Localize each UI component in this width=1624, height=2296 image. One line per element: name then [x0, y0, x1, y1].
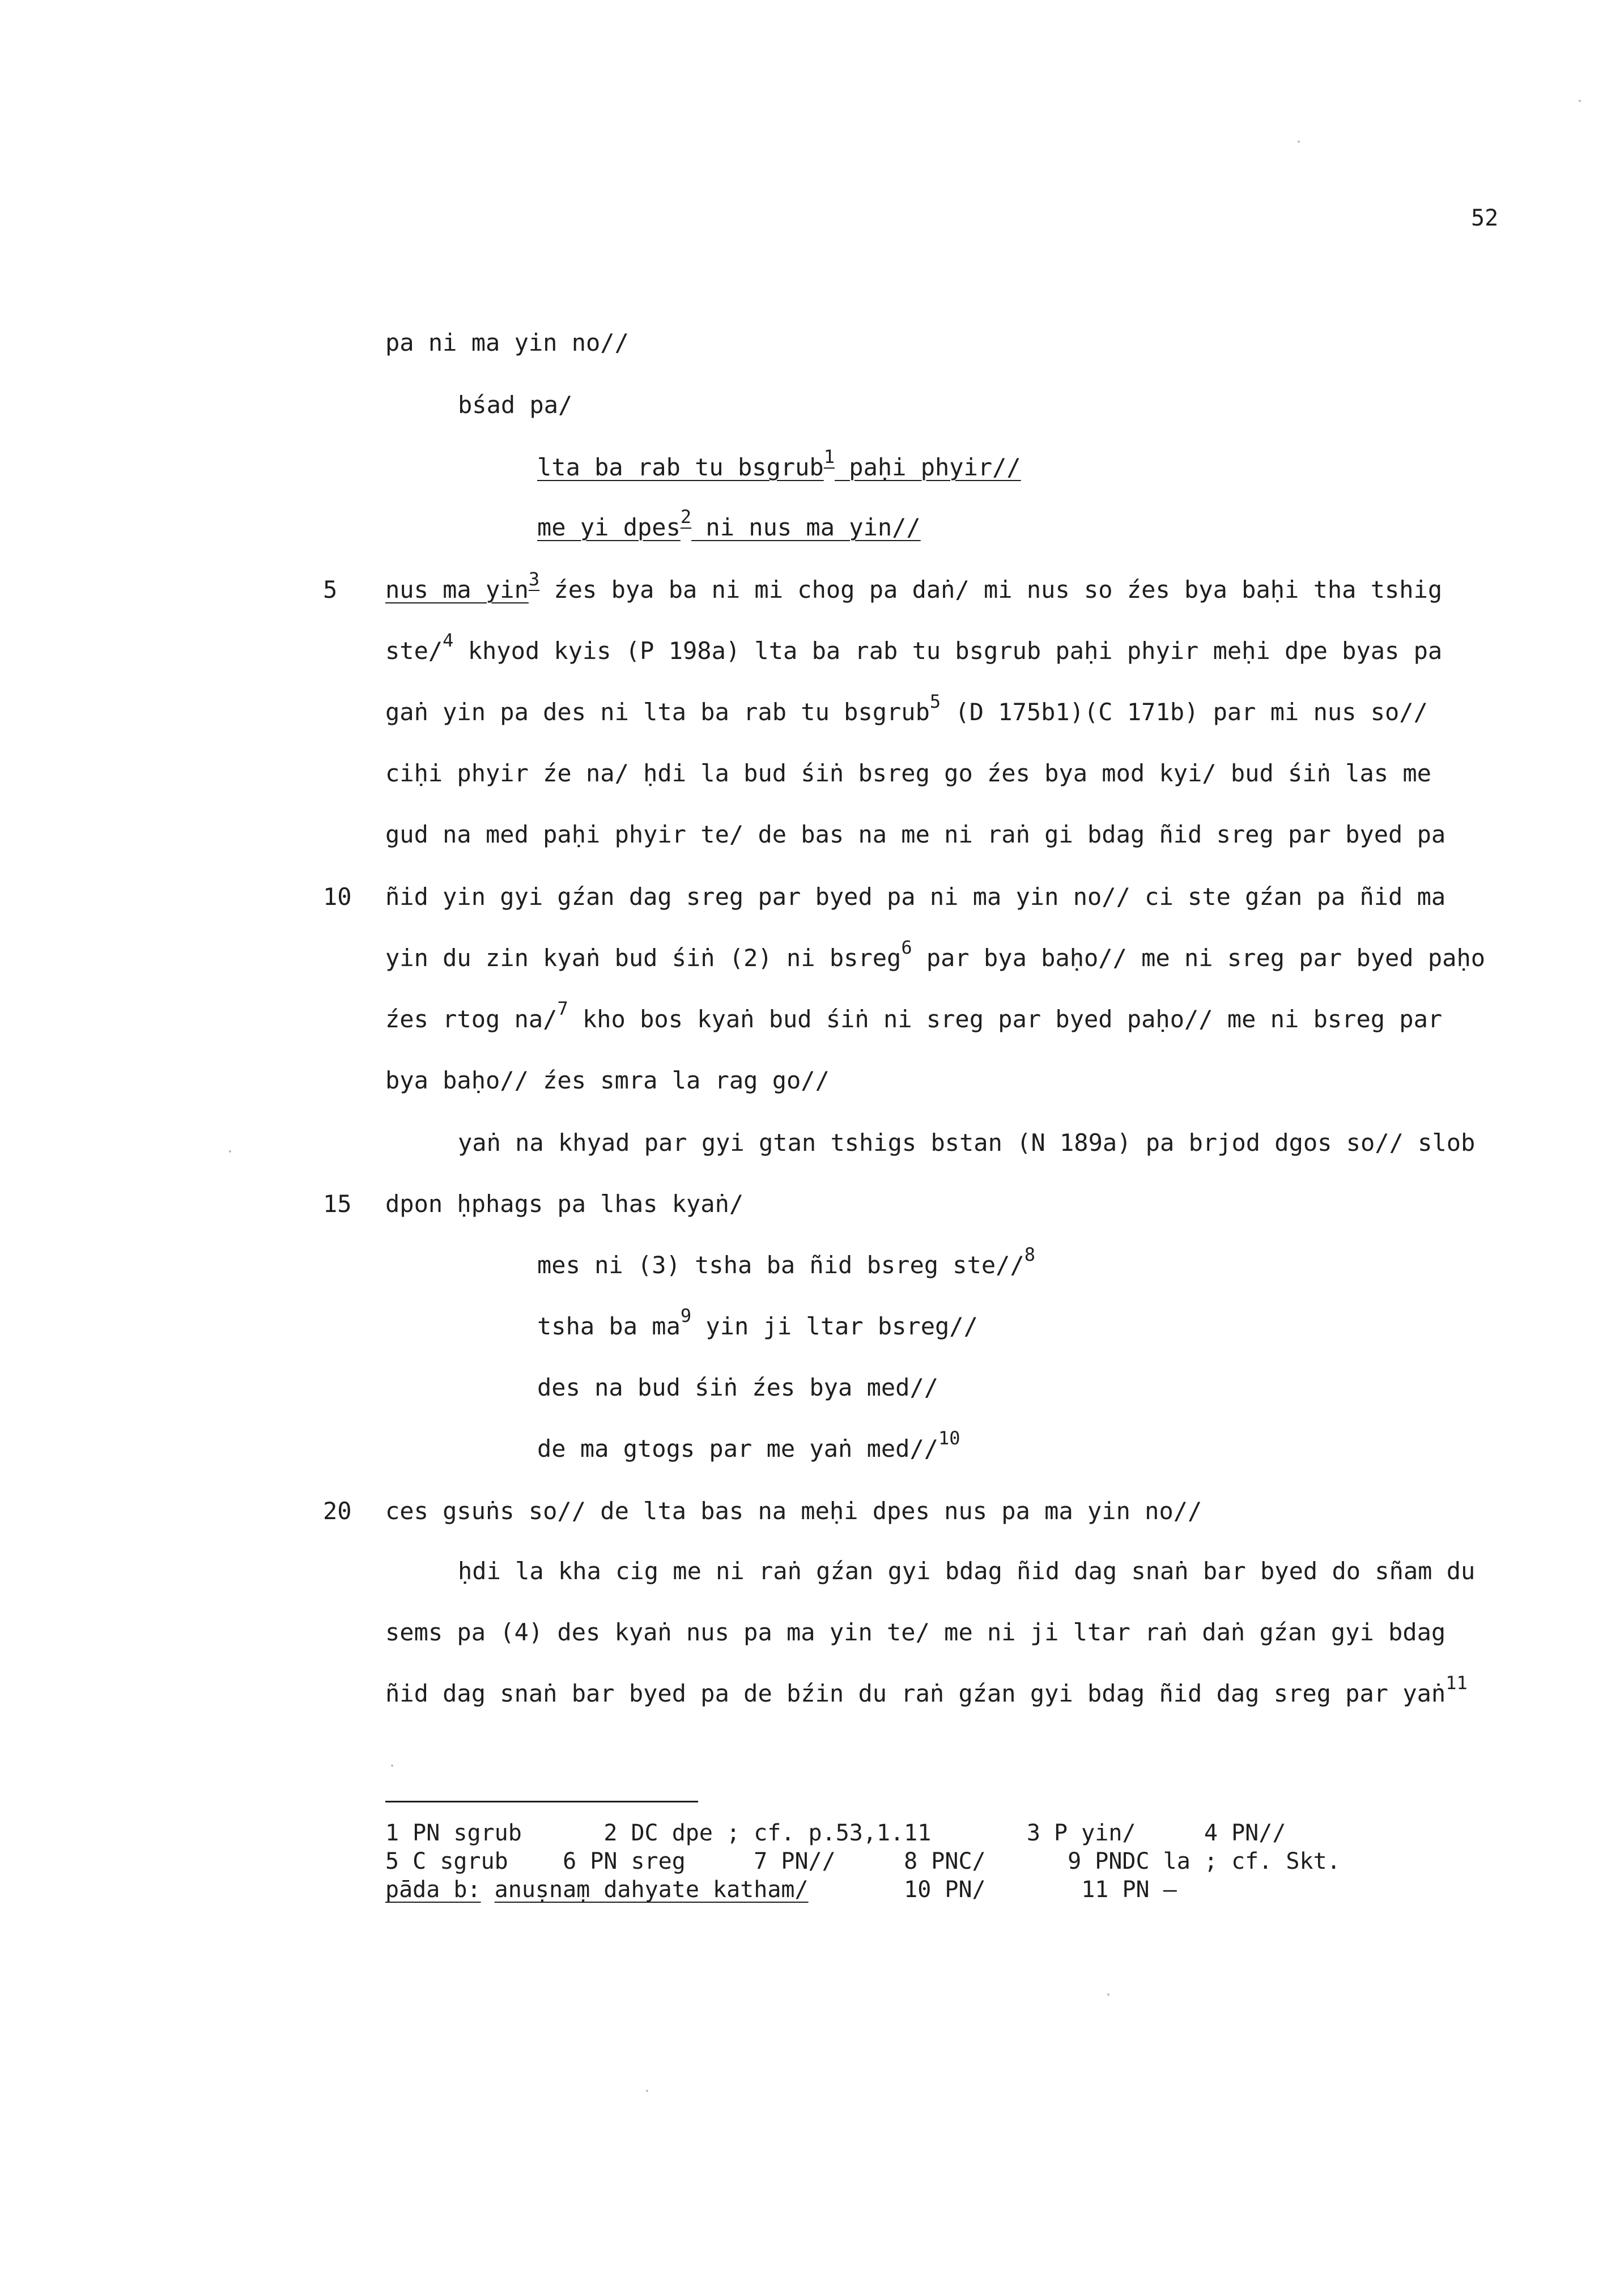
text-segment: ñid dag snaṅ bar byed pa de bźin du raṅ gźan gyi bdag ñid dag sreg par yaṅ — [385, 1680, 1446, 1707]
text-segment: kho bos kyaṅ bud śiṅ ni sreg par byed paḥo// me ni bsreg par — [568, 1005, 1443, 1033]
text-line — [537, 1244, 1035, 1279]
text-line — [385, 568, 1443, 604]
footnote-marker: 1 — [823, 446, 835, 467]
text-line — [537, 1374, 938, 1402]
text-line — [385, 1497, 1202, 1525]
footnote-line: 1 PN sgrub 2 DC dpe ; cf. p.53,1.11 3 P yin/ 4 PN// — [385, 1820, 1286, 1846]
text-line — [385, 759, 1431, 788]
text-segment: de ma gtogs par me yaṅ med// — [537, 1435, 939, 1462]
text-line — [385, 1066, 830, 1095]
text-segment: ñid yin gyi gźan dag sreg par byed pa ni ma yin no// ci ste gźan pa ñid ma — [385, 883, 1446, 911]
line-number: 10 — [323, 883, 352, 911]
text-segment: bya baḥo// źes smra la rag go// — [385, 1066, 830, 1094]
footnote-marker: 4 — [443, 630, 454, 651]
text-segment: me yi dpes — [537, 513, 681, 541]
text-segment: źes rtog na/ — [385, 1005, 558, 1033]
footnote-segment: 10 PN/ 11 PN — — [808, 1877, 1177, 1903]
footnote-marker: 9 — [680, 1305, 692, 1326]
scan-speck — [1107, 1993, 1109, 1996]
line-number: 20 — [323, 1497, 352, 1525]
text-line — [458, 391, 572, 419]
text-segment: yin ji ltar bsreg// — [691, 1312, 978, 1340]
footnote-marker: 3 — [528, 568, 540, 590]
scan-speck — [1298, 141, 1300, 143]
footnote-marker: 10 — [938, 1427, 960, 1449]
text-line — [385, 998, 1443, 1034]
text-segment: gud na med paḥi phyir te/ de bas na me ni raṅ gi bdag ñid sreg par byed pa — [385, 820, 1446, 848]
text-line — [537, 1305, 978, 1341]
text-segment: ni nus ma yin// — [691, 513, 921, 541]
text-segment: khyod kyis (P 198a) lta ba rab tu bsgrub paḥi phyir meḥi dpe byas pa — [453, 637, 1443, 665]
line-number: 5 — [323, 576, 338, 603]
text-segment: ces gsuṅs so// de lta bas na meḥi dpes nus pa ma yin no// — [385, 1497, 1202, 1525]
text-segment: des na bud śiṅ źes bya med// — [537, 1374, 939, 1401]
footnote-marker: 11 — [1446, 1672, 1468, 1694]
text-segment: yaṅ na khyad par gyi gtan tshigs bstan (N 189a) pa brjod dgos so// slob — [458, 1129, 1476, 1156]
footnote-marker: 5 — [929, 691, 941, 712]
text-segment: ste/ — [385, 637, 443, 665]
text-line — [385, 691, 1428, 726]
text-segment: lta ba rab tu bsgrub — [537, 453, 824, 481]
text-line — [385, 1672, 1468, 1708]
text-segment: sems pa (4) des kyaṅ nus pa ma yin te/ me ni ji ltar raṅ daṅ gźan gyi bdag — [385, 1618, 1446, 1646]
text-line — [458, 1557, 1475, 1585]
footnote-divider — [385, 1801, 698, 1802]
text-line — [385, 329, 629, 357]
text-segment: (D 175b1)(C 171b) par mi nus so// — [941, 698, 1428, 726]
text-segment: paḥi phyir// — [835, 453, 1021, 481]
text-line — [385, 1618, 1446, 1647]
scan-speck — [646, 2090, 648, 2092]
text-segment: ciḥi phyir źe na/ ḥdi la bud śiṅ bsreg go źes bya mod kyi/ bud śiṅ las me — [385, 759, 1431, 787]
text-segment: pa ni ma yin no// — [385, 329, 629, 356]
text-segment: tsha ba ma — [537, 1312, 681, 1340]
text-line — [385, 630, 1443, 665]
scan-speck — [391, 1764, 393, 1767]
scan-speck — [229, 1150, 231, 1153]
text-segment: mes ni (3) tsha ba ñid bsreg ste// — [537, 1251, 1024, 1279]
text-segment: gaṅ yin pa des ni lta ba rab tu bsgrub — [385, 698, 930, 726]
footnote-marker: 6 — [901, 937, 912, 958]
text-line — [385, 820, 1446, 849]
footnote-line: 5 C sgrub 6 PN sreg 7 PN// 8 PNC/ 9 PNDC la ; cf. Skt. — [385, 1848, 1341, 1874]
text-line — [385, 883, 1446, 911]
page-number: 52 — [1471, 205, 1499, 231]
text-segment: dpon ḥphags pa lhas kyaṅ/ — [385, 1190, 744, 1218]
footnote-segment: anuṣnaṃ dahyate katham/ — [494, 1877, 809, 1903]
text-line — [385, 937, 1486, 972]
text-segment: źes bya ba ni mi chog pa daṅ/ mi nus so źes bya baḥi tha tshig — [539, 576, 1443, 603]
footnote-line — [385, 1877, 1177, 1903]
footnote-marker: 7 — [557, 998, 568, 1019]
text-line — [537, 446, 1021, 482]
text-line — [537, 1427, 960, 1463]
text-segment: nus ma yin — [385, 576, 529, 603]
scan-speck — [1579, 100, 1581, 102]
line-number: 15 — [323, 1190, 352, 1218]
text-line — [537, 506, 921, 542]
text-segment: ḥdi la kha cig me ni raṅ gźan gyi bdag ñid dag snaṅ bar byed do sñam du — [458, 1557, 1476, 1585]
footnote-segment: pāda b: — [385, 1877, 481, 1903]
text-segment: yin du zin kyaṅ bud śiṅ (2) ni bsreg — [385, 944, 902, 972]
text-line — [385, 1190, 743, 1218]
footnote-marker: 8 — [1024, 1244, 1035, 1265]
text-segment: bśad pa/ — [458, 391, 573, 419]
footnote-segment — [481, 1877, 495, 1903]
text-line — [458, 1129, 1475, 1157]
text-segment: par bya baḥo// me ni sreg par byed paḥo — [912, 944, 1486, 972]
footnote-marker: 2 — [680, 506, 692, 528]
